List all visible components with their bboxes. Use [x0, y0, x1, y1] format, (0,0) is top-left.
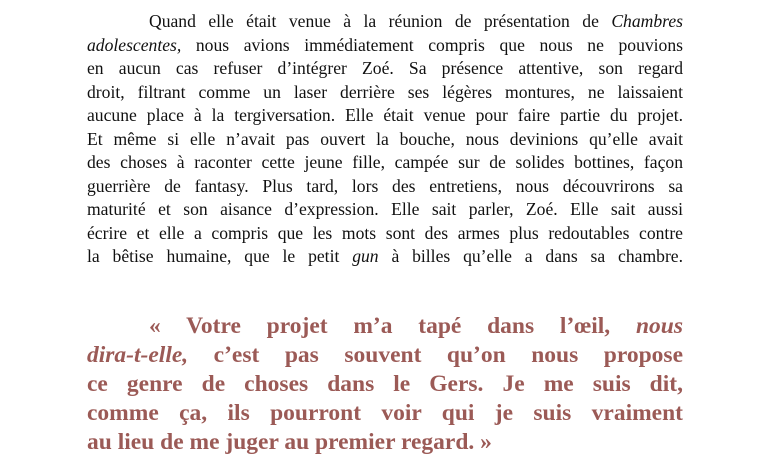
paragraph-line: Quand elle était venue à la réunion de présentation de Chambres	[149, 11, 683, 31]
paragraph-line: la bêtise humaine, que le petit gun à billes qu’elle a dans sa chambre.	[87, 246, 684, 266]
paragraph-line: maturité et son aisance d’expression. Elle sait parler, Zoé. Elle sait aussi	[87, 199, 683, 219]
paragraph-line: aucune place à la tergiversation. Elle était venue pour faire partie du projet.	[87, 105, 683, 125]
paragraph-line: Et même si elle n’avait pas ouvert la bouche, nous devinions qu’elle avait	[87, 128, 683, 149]
paragraph-line: en aucun cas refuser d’intégrer Zoé. Sa présence attentive, son regard	[87, 58, 683, 78]
quote-line: « Votre projet m’a tapé dans l’œil, nous	[149, 313, 683, 339]
paragraph-line: des choses à raconter cette jeune fille, campée sur de solides bottines, façon	[87, 152, 683, 172]
quote-line: ce genre de choses dans le Gers. Je me suis dit,	[87, 371, 683, 397]
quote-line: comme ça, ils pourront voir qui je suis vraiment	[87, 400, 683, 426]
paragraph-line: droit, filtrant comme un laser derrière ses légères montures, ne laissaient	[87, 81, 683, 102]
quote-line: au lieu de me juger au premier regard. »	[87, 429, 492, 455]
quote-line: dira-t-elle, c’est pas souvent qu’on nous propose	[87, 342, 683, 368]
body-paragraph	[87, 10, 683, 269]
paragraph-line: adolescentes, nous avions immédiatement compris que nous ne pouvions	[87, 34, 683, 55]
pull-quote	[87, 312, 683, 457]
paragraph-line: écrire et elle a compris que les mots sont des armes plus redoutables contre	[87, 222, 683, 243]
paragraph-line: guerrière de fantasy. Plus tard, lors des entretiens, nous découvrirons sa	[87, 175, 683, 196]
